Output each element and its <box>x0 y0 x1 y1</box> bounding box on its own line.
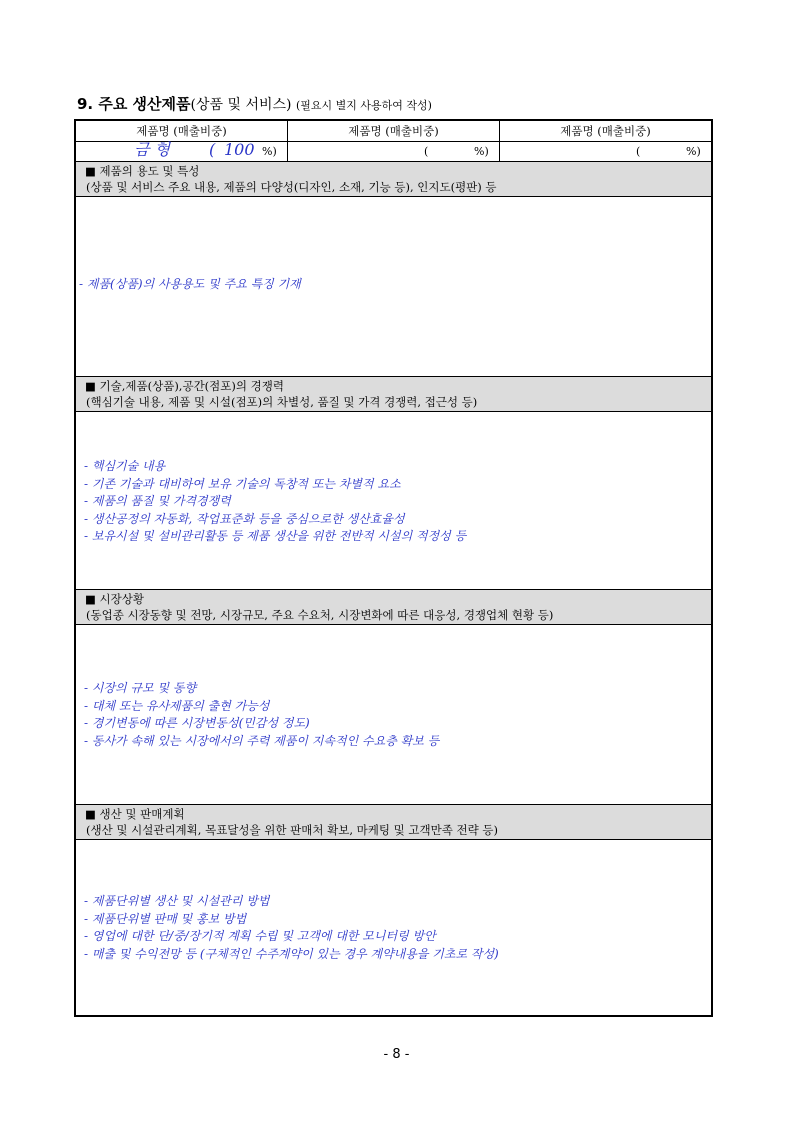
product-unit-3: %) <box>686 145 701 158</box>
list-item: - 경기변동에 따른 시장변동성(민감성 정도) <box>84 716 310 730</box>
section-body-usage[interactable] <box>76 197 711 377</box>
section-items-competitiveness <box>84 458 466 546</box>
product-open-paren-1: ( <box>209 140 216 159</box>
section-title-rest: (상품 및 서비스) <box>190 97 292 113</box>
section-subheading-market: (동업종 시장동향 및 전망, 시장규모, 주요 수요처, 시장변화에 따른 대응성, 경쟁업체 현황 등) <box>86 608 554 622</box>
page-number: - 8 - <box>383 1047 410 1062</box>
list-item: - 대체 또는 유사제품의 출현 가능성 <box>84 698 270 713</box>
section-heading-competitiveness: ■ 기술,제품(상품),공간(점포)의 경쟁력 <box>85 379 284 393</box>
column-header-1: 제품명 (매출비중) <box>76 121 288 141</box>
section-body-market[interactable] <box>76 625 711 805</box>
column-header-row <box>76 121 711 142</box>
list-item: - 제품단위별 판매 및 홍보 방법 <box>84 911 247 926</box>
list-item: - 시장의 규모 및 동향 <box>84 681 197 695</box>
section-heading-plan: ■ 생산 및 판매계획 <box>85 807 185 821</box>
list-item: - 제품단위별 생산 및 시설관리 방법 <box>84 894 270 908</box>
product-unit-1: %) <box>262 145 277 158</box>
product-open-paren-2: ( <box>424 145 429 158</box>
column-header-2: 제품명 (매출비중) <box>288 121 500 141</box>
product-unit-2: %) <box>474 145 489 158</box>
section-title-main: 9. 주요 생산제품 <box>77 95 191 113</box>
section-title <box>77 93 432 114</box>
product-form-table <box>74 119 713 1017</box>
section-header-usage <box>76 162 711 197</box>
product-open-paren-3: ( <box>636 145 641 158</box>
section-items-plan <box>84 893 499 963</box>
section-body-competitiveness[interactable] <box>76 412 711 590</box>
section-header-market <box>76 590 711 625</box>
section-heading-market: ■ 시장상황 <box>85 592 144 606</box>
product-share-row <box>76 142 711 162</box>
section-heading-usage: ■ 제품의 용도 및 특성 <box>85 164 200 178</box>
product-cell-1[interactable] <box>76 142 288 161</box>
list-item: - 영업에 대한 단/중/장기적 계획 수립 및 고객에 대한 모니터링 방안 <box>84 929 436 943</box>
section-subheading-plan: (생산 및 시설관리계획, 목표달성을 위한 판매처 확보, 마케팅 및 고객만족 전략 등) <box>86 823 498 837</box>
list-item: - 동사가 속해 있는 시장에서의 주력 제품이 지속적인 수요층 확보 등 <box>84 733 440 748</box>
section-title-note: (필요시 별지 사용하여 작성) <box>295 99 432 112</box>
list-item: - 제품(상품)의 사용용도 및 주요 특징 기재 <box>79 277 301 291</box>
section-header-plan <box>76 805 711 840</box>
product-cell-3[interactable] <box>500 142 711 161</box>
list-item: - 생산공정의 자동화, 작업표준화 등을 중심으로한 생산효율성 <box>84 511 405 526</box>
list-item: - 제품의 품질 및 가격경쟁력 <box>84 494 231 508</box>
section-subheading-competitiveness: (핵심기술 내용, 제품 및 시설(점포)의 차별성, 품질 및 가격 경쟁력, 접근성 등) <box>86 395 478 409</box>
list-item: - 기존 기술과 대비하여 보유 기술의 독창적 또는 차별적 요소 <box>84 476 401 491</box>
list-item: - 핵심기술 내용 <box>84 459 166 473</box>
list-item: - 매출 및 수익전망 등 (구체적인 수주계약이 있는 경우 계약내용을 기초로 작성) <box>84 946 499 961</box>
section-items-usage <box>79 276 301 294</box>
column-header-3: 제품명 (매출비중) <box>560 124 651 138</box>
list-item: - 보유시설 및 설비관리활동 등 제품 생산을 위한 전반적 시설의 적정성 등 <box>84 529 467 543</box>
section-subheading-usage: (상품 및 서비스 주요 내용, 제품의 다양성(디자인, 소재, 기능 등), 인지도(평판) 등 <box>86 180 497 194</box>
product-name-1: 금 형 <box>134 140 170 159</box>
section-items-market <box>84 680 439 750</box>
product-cell-2[interactable] <box>288 142 500 161</box>
product-share-1: 100 <box>224 140 255 159</box>
section-body-plan[interactable] <box>76 840 711 1015</box>
section-header-competitiveness <box>76 377 711 412</box>
